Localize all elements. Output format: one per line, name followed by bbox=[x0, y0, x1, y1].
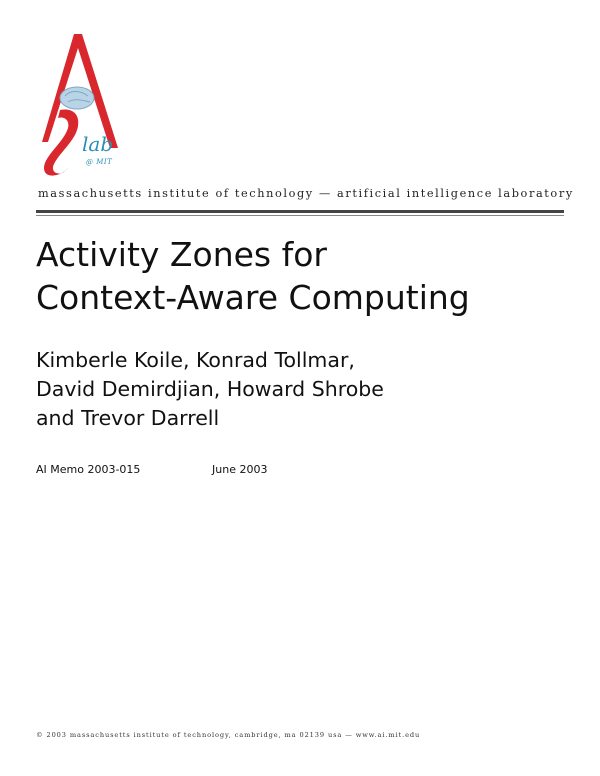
author-list bbox=[36, 346, 576, 433]
ai-lab-logo bbox=[30, 30, 130, 190]
header-rule bbox=[36, 210, 564, 213]
memo-date: June 2003 bbox=[212, 463, 268, 476]
header-rule-thin bbox=[36, 215, 564, 216]
authors-line-1: Kimberle Koile, Konrad Tollmar, bbox=[36, 348, 355, 372]
logo-lab-text: lab bbox=[82, 132, 114, 156]
title-line-1: Activity Zones for bbox=[36, 235, 327, 274]
copyright-footer: © 2003 massachusetts institute of technology, cambridge, ma 02139 usa — www.ai.mit.edu bbox=[36, 731, 421, 739]
lab-name-header: massachusetts institute of technology — artificial intelligence laboratory bbox=[38, 187, 574, 200]
title-line-2: Context-Aware Computing bbox=[36, 278, 470, 317]
logo-mit-text: @ MIT bbox=[86, 158, 113, 166]
memo-number: AI Memo 2003-015 bbox=[36, 463, 141, 476]
document-title bbox=[36, 233, 576, 319]
authors-line-3: and Trevor Darrell bbox=[36, 406, 220, 430]
authors-line-2: David Demirdjian, Howard Shrobe bbox=[36, 377, 384, 401]
ai-lab-logo-icon bbox=[30, 30, 130, 190]
